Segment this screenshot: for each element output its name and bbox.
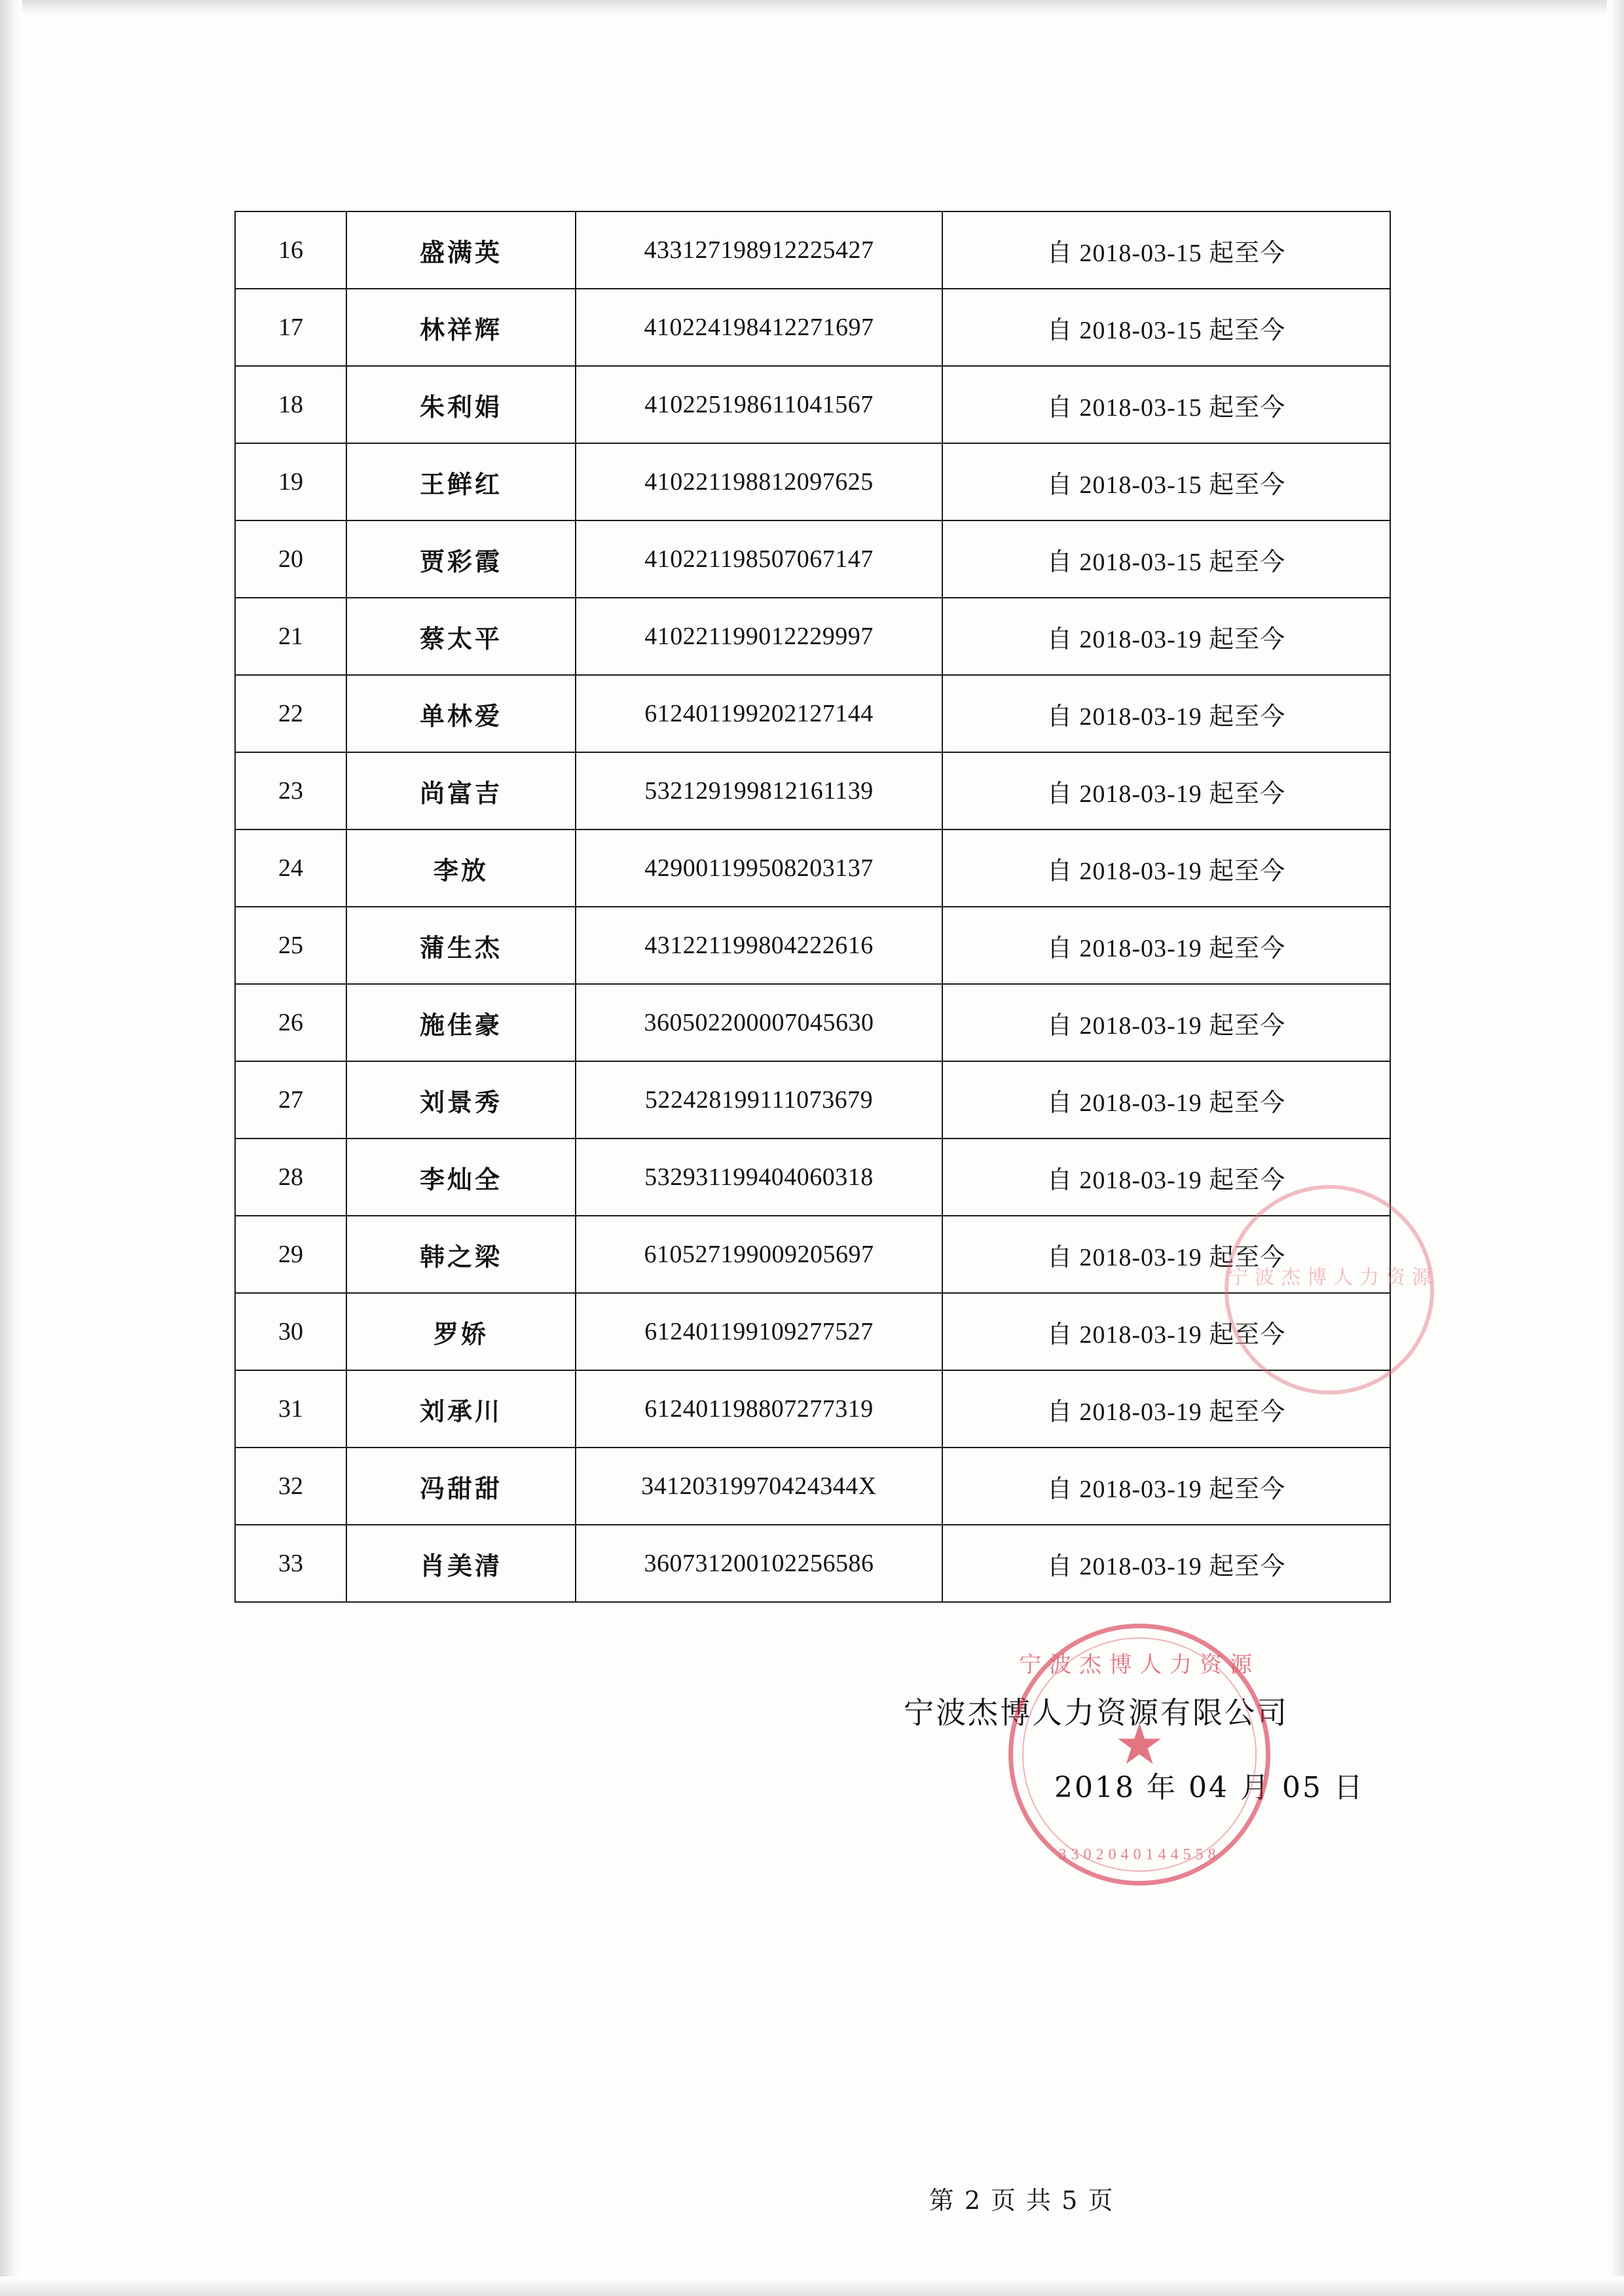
cell-id-number: 532129199812161139 <box>576 752 942 829</box>
cell-id-number: 410221199012229997 <box>576 598 942 675</box>
cell-id-number: 532931199404060318 <box>576 1139 942 1216</box>
cell-name: 韩之梁 <box>346 1216 576 1293</box>
cell-name: 刘承川 <box>346 1370 576 1448</box>
cell-id-number: 522428199111073679 <box>576 1061 942 1139</box>
cell-index: 16 <box>235 211 346 289</box>
cell-index: 31 <box>235 1370 346 1448</box>
cell-id-number: 34120319970424344X <box>576 1448 942 1525</box>
cell-period: 自 2018-03-15 起至今 <box>942 520 1390 598</box>
cell-period: 自 2018-03-19 起至今 <box>942 1525 1390 1602</box>
cell-name: 盛满英 <box>346 211 576 289</box>
cell-period: 自 2018-03-15 起至今 <box>942 443 1390 520</box>
cell-index: 19 <box>235 443 346 520</box>
cell-period: 自 2018-03-19 起至今 <box>942 752 1390 829</box>
cell-index: 17 <box>235 289 346 366</box>
table-row <box>235 752 1390 829</box>
signature-date: 2018 年 04 月 05 日 <box>1054 1771 1365 1804</box>
table-row <box>235 211 1390 289</box>
cell-period: 自 2018-03-19 起至今 <box>942 598 1390 675</box>
cell-name: 单林爱 <box>346 675 576 752</box>
cell-period: 自 2018-03-19 起至今 <box>942 1448 1390 1525</box>
scan-edge-bottom <box>0 2276 1624 2296</box>
cell-id-number: 410225198611041567 <box>576 366 942 443</box>
cell-name: 施佳豪 <box>346 984 576 1061</box>
table-row <box>235 907 1390 984</box>
cell-index: 18 <box>235 366 346 443</box>
signature-block <box>904 1689 1401 1806</box>
cell-index: 26 <box>235 984 346 1061</box>
table-row <box>235 984 1390 1061</box>
table-row <box>235 675 1390 752</box>
cell-period: 自 2018-03-19 起至今 <box>942 1216 1390 1293</box>
cell-name: 蔡太平 <box>346 598 576 675</box>
cell-name: 贾彩霞 <box>346 520 576 598</box>
cell-name: 尚富吉 <box>346 752 576 829</box>
scan-edge-right <box>1607 0 1624 2296</box>
cell-id-number: 431221199804222616 <box>576 907 942 984</box>
cell-index: 32 <box>235 1448 346 1525</box>
table-row <box>235 1448 1390 1525</box>
cell-period: 自 2018-03-15 起至今 <box>942 366 1390 443</box>
secondary-seal-text: 宁波杰博人力资源 <box>1228 1266 1438 1289</box>
cell-index: 33 <box>235 1525 346 1602</box>
table-row <box>235 1139 1390 1216</box>
table-row <box>235 1525 1390 1602</box>
cell-index: 20 <box>235 520 346 598</box>
table-row <box>235 1216 1390 1293</box>
cell-id-number: 410224198412271697 <box>576 289 942 366</box>
employee-roster-table <box>234 211 1391 1603</box>
page-number-label: 第 2 页 共 5 页 <box>929 2186 1115 2215</box>
table-row <box>235 289 1390 366</box>
seal-top-text: 宁波杰博人力资源 <box>1019 1652 1260 1678</box>
cell-name: 冯甜甜 <box>346 1448 576 1525</box>
cell-name: 王鲜红 <box>346 443 576 520</box>
cell-id-number: 360502200007045630 <box>576 984 942 1061</box>
cell-index: 21 <box>235 598 346 675</box>
cell-name: 罗娇 <box>346 1293 576 1370</box>
cell-index: 30 <box>235 1293 346 1370</box>
seal-serial-number: 3302040144558 <box>1058 1846 1221 1863</box>
cell-period: 自 2018-03-19 起至今 <box>942 984 1390 1061</box>
cell-period: 自 2018-03-19 起至今 <box>942 829 1390 907</box>
cell-name: 肖美清 <box>346 1525 576 1602</box>
cell-period: 自 2018-03-19 起至今 <box>942 1370 1390 1448</box>
cell-name: 朱利娟 <box>346 366 576 443</box>
cell-index: 23 <box>235 752 346 829</box>
cell-index: 28 <box>235 1139 346 1216</box>
cell-id-number: 429001199508203137 <box>576 829 942 907</box>
cell-name: 林祥辉 <box>346 289 576 366</box>
cell-period: 自 2018-03-19 起至今 <box>942 1061 1390 1139</box>
table-row <box>235 443 1390 520</box>
cell-id-number: 612401199109277527 <box>576 1293 942 1370</box>
cell-period: 自 2018-03-15 起至今 <box>942 289 1390 366</box>
table-row <box>235 520 1390 598</box>
cell-id-number: 433127198912225427 <box>576 211 942 289</box>
table-row <box>235 366 1390 443</box>
table-row <box>235 829 1390 907</box>
cell-period: 自 2018-03-19 起至今 <box>942 1293 1390 1370</box>
table-row <box>235 598 1390 675</box>
table-row <box>235 1293 1390 1370</box>
cell-name: 李放 <box>346 829 576 907</box>
cell-index: 27 <box>235 1061 346 1139</box>
cell-period: 自 2018-03-19 起至今 <box>942 907 1390 984</box>
cell-name: 刘景秀 <box>346 1061 576 1139</box>
cell-index: 25 <box>235 907 346 984</box>
cell-index: 24 <box>235 829 346 907</box>
cell-id-number: 360731200102256586 <box>576 1525 942 1602</box>
cell-id-number: 410221198507067147 <box>576 520 942 598</box>
cell-name: 蒲生杰 <box>346 907 576 984</box>
cell-id-number: 610527199009205697 <box>576 1216 942 1293</box>
cell-index: 22 <box>235 675 346 752</box>
signature-company-name: 宁波杰博人力资源有限公司 <box>904 1695 1289 1730</box>
scan-edge-left <box>0 0 22 2296</box>
cell-index: 29 <box>235 1216 346 1293</box>
cell-id-number: 612401199202127144 <box>576 675 942 752</box>
star-icon: ★ <box>1114 1713 1165 1776</box>
cell-id-number: 410221198812097625 <box>576 443 942 520</box>
cell-period: 自 2018-03-15 起至今 <box>942 211 1390 289</box>
cell-id-number: 612401198807277319 <box>576 1370 942 1448</box>
cell-period: 自 2018-03-19 起至今 <box>942 1139 1390 1216</box>
table-row <box>235 1370 1390 1448</box>
table-row <box>235 1061 1390 1139</box>
scan-edge-top <box>0 0 1624 17</box>
cell-period: 自 2018-03-19 起至今 <box>942 675 1390 752</box>
cell-name: 李灿全 <box>346 1139 576 1216</box>
page-footer <box>0 2180 1624 2216</box>
